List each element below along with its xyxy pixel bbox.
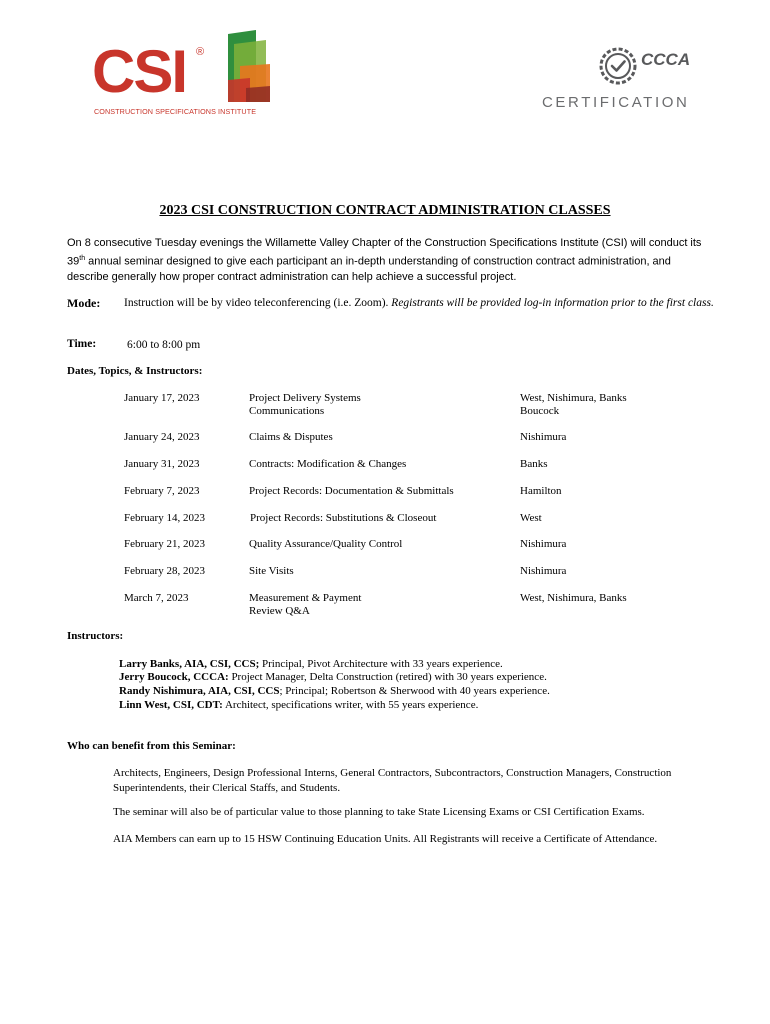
intro-paragraph bbox=[67, 236, 707, 285]
instructor-detail: Principal, Pivot Architecture with 33 years experience. bbox=[259, 658, 503, 670]
mode-label: Mode: bbox=[67, 296, 101, 310]
instructor-detail: ; Principal; Robertson & Sherwood with 40 years experience. bbox=[279, 685, 550, 697]
schedule-date: February 28, 2023 bbox=[124, 565, 205, 577]
schedule-date: February 7, 2023 bbox=[124, 485, 200, 497]
instructor-name: Jerry Boucock, CCCA: bbox=[119, 671, 229, 683]
topic-line: Review Q&A bbox=[249, 605, 310, 617]
benefit-paragraph: AIA Members can earn up to 15 HSW Continuing Education Units. All Registrants will receive a Certificate of Attendance. bbox=[113, 833, 658, 845]
schedule-date: February 21, 2023 bbox=[124, 538, 205, 550]
ccca-name: CCCA bbox=[641, 50, 691, 69]
schedule-instructor bbox=[520, 392, 627, 418]
schedule-instructor: Banks bbox=[520, 458, 548, 470]
intro-text-2: annual seminar designed to give each participant an in-depth understanding of construction contract administration, and describe generally how proper contract administration can help achieve a successful project. bbox=[67, 255, 671, 283]
csi-tagline: CONSTRUCTION SPECIFICATIONS INSTITUTE bbox=[94, 107, 257, 116]
registered-mark: ® bbox=[196, 46, 205, 58]
ccca-subtitle: CERTIFICATION bbox=[542, 94, 690, 111]
schedule-date: March 7, 2023 bbox=[124, 592, 189, 604]
instructor-entry bbox=[119, 658, 503, 671]
schedule-instructor: West bbox=[520, 512, 542, 524]
mode-text bbox=[124, 296, 724, 311]
schedule-topic: Project Records: Substitutions & Closeout bbox=[250, 512, 437, 524]
instructor-detail: Architect, specifications writer, with 55 years experience. bbox=[222, 699, 479, 711]
instructor-detail: Project Manager, Delta Construction (retired) with 30 years experience. bbox=[228, 671, 547, 683]
schedule-topic bbox=[249, 392, 361, 418]
intro-text-1: On 8 consecutive Tuesday evenings the Willamette Valley Chapter of the Construction Specifications Institute (CSI) will conduct its 39 bbox=[67, 237, 702, 268]
mode-text-italic: Registrants will be provided log-in information prior to the first class. bbox=[391, 297, 714, 309]
checkmark-seal-icon bbox=[598, 46, 638, 86]
instructors-heading: Instructors: bbox=[67, 630, 124, 642]
schedule-instructor: Nishimura bbox=[520, 538, 567, 550]
schedule-date: January 24, 2023 bbox=[124, 431, 200, 443]
instructor-entry bbox=[119, 685, 550, 698]
schedule-date: February 14, 2023 bbox=[124, 512, 205, 524]
instructor-entry bbox=[119, 671, 547, 684]
instructor-line: Boucock bbox=[520, 405, 560, 417]
benefit-heading: Who can benefit from this Seminar: bbox=[67, 740, 236, 752]
instructor-name: Randy Nishimura, AIA, CSI, CCS bbox=[119, 685, 280, 697]
benefit-paragraph: Architects, Engineers, Design Professional Interns, General Contractors, Subcontractors, Construction Managers, Construction Superintendents, their Clerical Staffs, and Students. bbox=[113, 767, 672, 794]
schedule-heading: Dates, Topics, & Instructors: bbox=[67, 365, 203, 377]
schedule-instructor: Hamilton bbox=[520, 485, 562, 497]
topic-line: Measurement & Payment bbox=[249, 592, 362, 604]
topic-line: Communications bbox=[249, 405, 325, 417]
schedule-topic bbox=[249, 592, 361, 618]
csi-logo-letters: CSI bbox=[92, 38, 187, 105]
building-blocks-icon bbox=[210, 30, 270, 102]
instructor-name: Linn West, CSI, CDT: bbox=[119, 699, 223, 711]
page-title: 2023 CSI CONSTRUCTION CONTRACT ADMINISTRATION CLASSES bbox=[159, 203, 611, 218]
schedule-topic: Contracts: Modification & Changes bbox=[249, 458, 407, 470]
schedule-instructor: Nishimura bbox=[520, 565, 567, 577]
ccca-logo bbox=[540, 40, 700, 116]
schedule-topic: Quality Assurance/Quality Control bbox=[249, 538, 403, 550]
schedule-topic: Claims & Disputes bbox=[249, 431, 333, 443]
schedule-topic: Site Visits bbox=[249, 565, 294, 577]
benefit-paragraph: The seminar will also be of particular value to those planning to take State Licensing Exams or CSI Certification Exams. bbox=[113, 806, 645, 818]
schedule-topic: Project Records: Documentation & Submittals bbox=[249, 485, 454, 497]
schedule-instructor: Nishimura bbox=[520, 431, 567, 443]
csi-logo bbox=[92, 30, 277, 118]
instructor-name: Larry Banks, AIA, CSI, CCS; bbox=[119, 658, 260, 670]
schedule-instructor: West, Nishimura, Banks bbox=[520, 592, 627, 604]
intro-superscript: th bbox=[79, 255, 86, 262]
instructor-line: West, Nishimura, Banks bbox=[520, 392, 627, 404]
mode-text-plain: Instruction will be by video teleconferencing (i.e. Zoom). bbox=[124, 297, 392, 309]
instructor-entry bbox=[119, 699, 478, 712]
time-text: 6:00 to 8:00 pm bbox=[127, 339, 201, 351]
schedule-date: January 31, 2023 bbox=[124, 458, 200, 470]
time-label: Time: bbox=[67, 338, 97, 350]
schedule-date: January 17, 2023 bbox=[124, 392, 200, 404]
topic-line: Project Delivery Systems bbox=[249, 392, 361, 404]
